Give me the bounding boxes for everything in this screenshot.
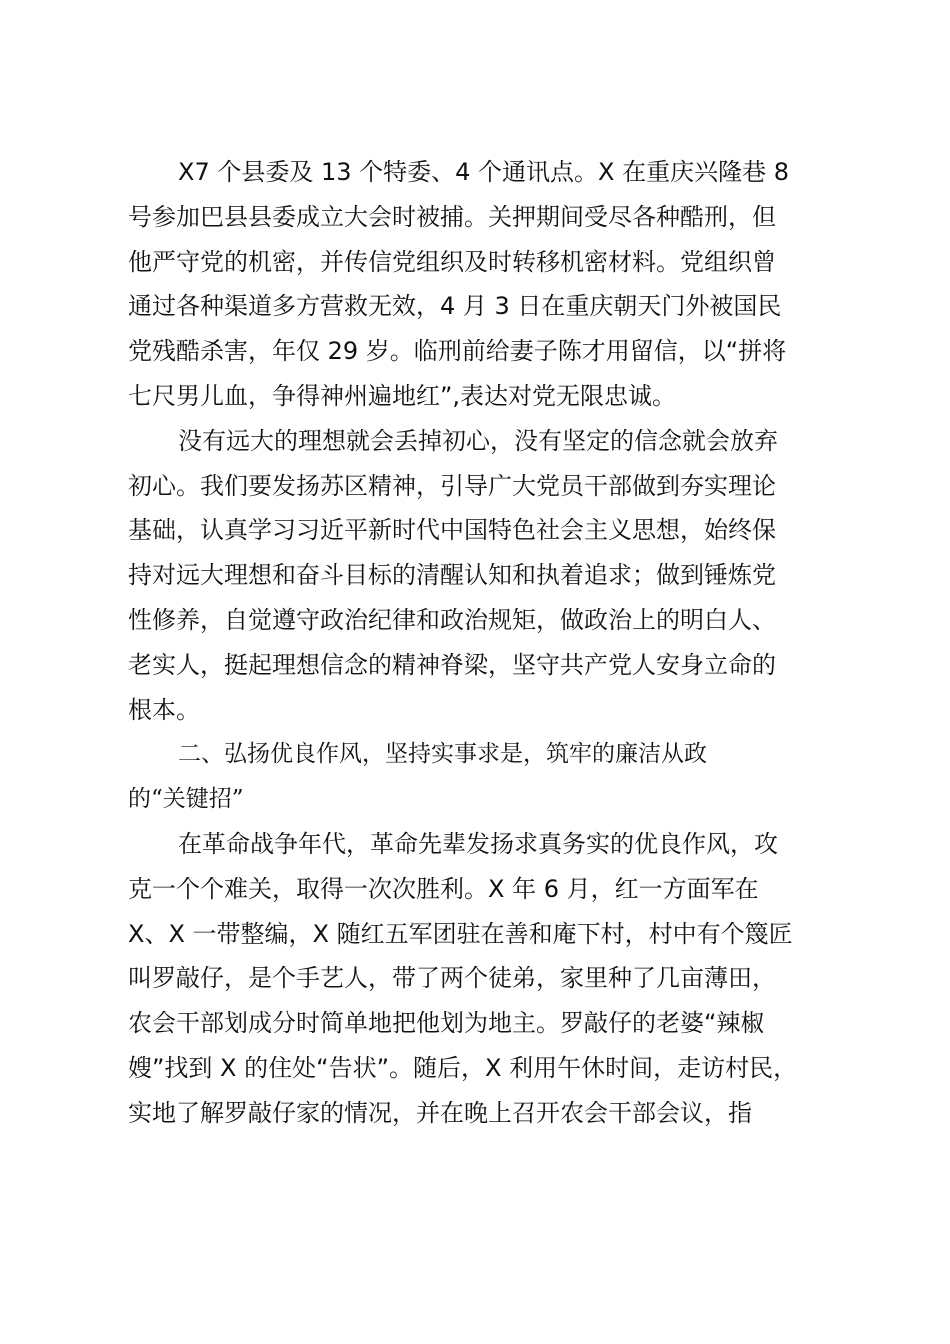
paragraph-1	[128, 150, 834, 419]
text-line: 基础，认真学习习近平新时代中国特色社会主义思想，始终保	[128, 516, 776, 545]
heading-line: 二、弘扬优良作风，坚持实事求是，筑牢的廉洁从政	[178, 741, 707, 768]
text-line: 初心。我们要发扬苏区精神，引导广大党员干部做到夯实理论	[128, 471, 776, 500]
text-line: 实地了解罗敲仔家的情况，并在晚上召开农会干部会议，指	[128, 1098, 752, 1127]
text-line: 农会干部划成分时简单地把他划为地主。罗敲仔的老婆“辣椒	[128, 1009, 765, 1038]
text-line: 党残酷杀害，年仅 29 岁。临刑前给妻子陈才用留信，以“拼将	[128, 337, 787, 366]
section-heading	[128, 732, 834, 822]
text-line: 叫罗敲仔，是个手艺人，带了两个徒弟，家里种了几亩薄田，	[128, 964, 776, 993]
text-line: 在革命战争年代，革命先辈发扬求真务实的优良作风，攻	[178, 829, 778, 858]
text-line: 老实人，挺起理想信念的精神脊梁，坚守共产党人安身立命的	[128, 650, 776, 679]
text-line: 性修养，自觉遵守政治纪律和政治规矩，做政治上的明白人、	[128, 605, 776, 634]
text-line: 根本。	[128, 695, 200, 724]
heading-line: 的“关键招”	[128, 786, 244, 813]
text-line: 嫂”找到 X 的住处“告状”。随后，X 利用午休时间，走访村民，	[128, 1053, 798, 1082]
text-line: 通过各种渠道多方营救无效，4 月 3 日在重庆朝天门外被国民	[128, 292, 782, 321]
text-line: X7 个县委及 13 个特委、4 个通讯点。X 在重庆兴隆巷 8	[178, 158, 790, 186]
text-line: 克一个个难关，取得一次次胜利。X 年 6 月，红一方面军在	[128, 874, 759, 903]
text-line: 七尺男儿血，争得神州遍地红”,表达对党无限忠诚。	[128, 381, 677, 410]
text-line: 没有远大的理想就会丢掉初心，没有坚定的信念就会放弃	[178, 426, 778, 455]
paragraph-3	[128, 822, 834, 1136]
text-line: X、X 一带整编，X 随红五军团驻在善和庵下村，村中有个篾匠	[128, 919, 793, 948]
document-body	[128, 150, 834, 1136]
text-line: 他严守党的机密，并传信党组织及时转移机密材料。党组织曾	[128, 247, 776, 276]
paragraph-2	[128, 419, 834, 733]
text-line: 号参加巴县县委成立大会时被捕。关押期间受尽各种酷刑，但	[128, 202, 776, 231]
text-line: 持对远大理想和奋斗目标的清醒认知和执着追求；做到锤炼党	[128, 561, 776, 590]
